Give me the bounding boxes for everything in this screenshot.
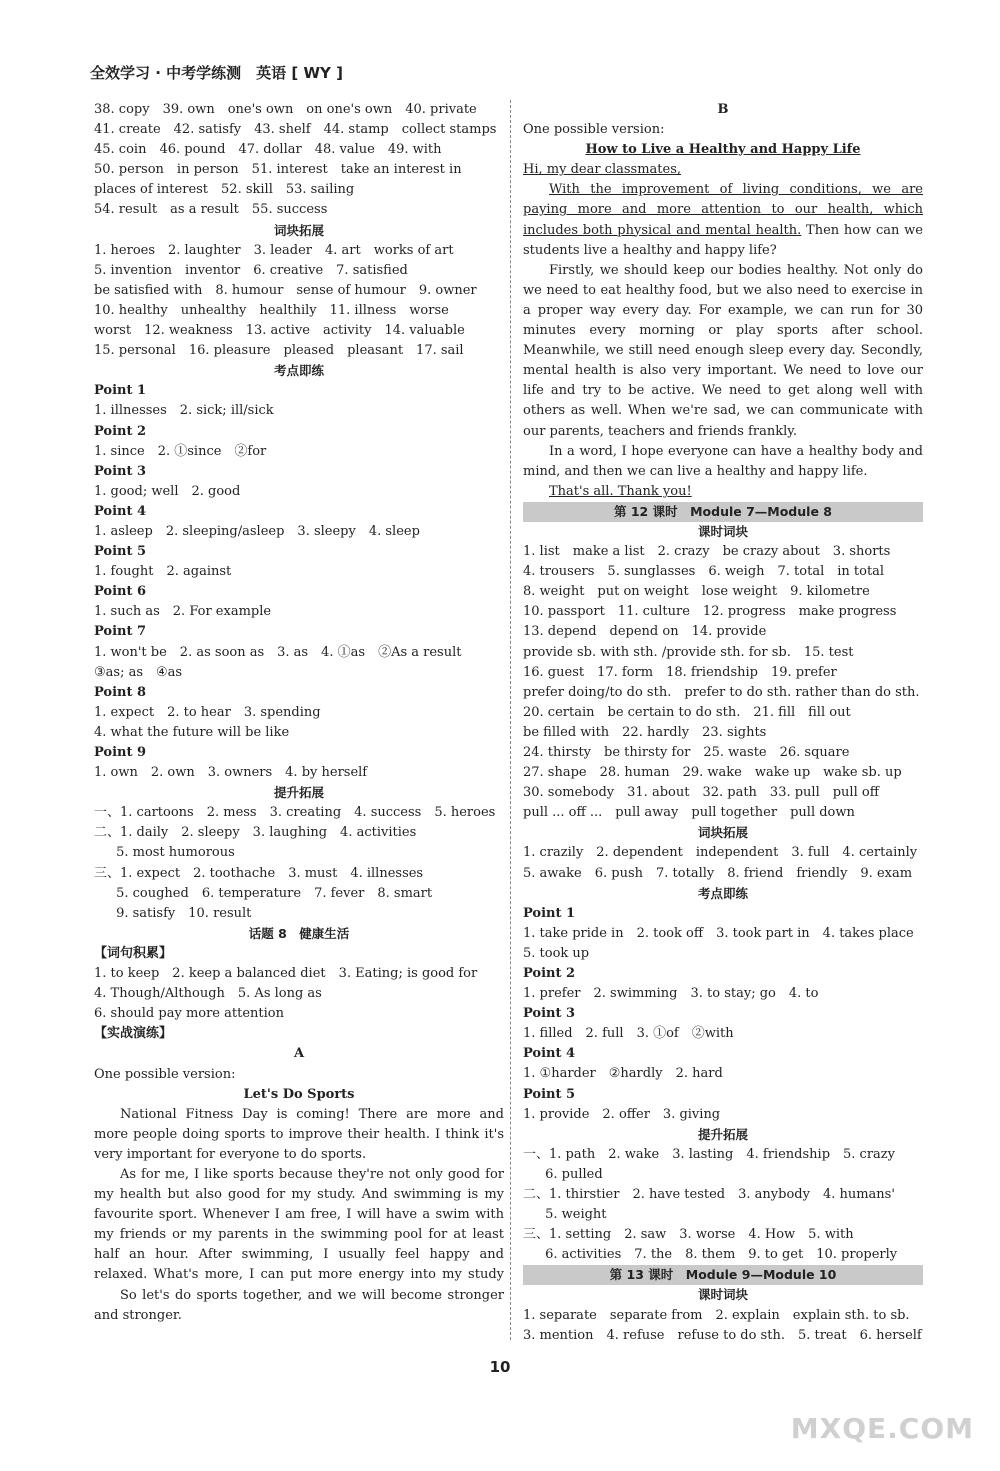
answer-line: 5. most humorous [116, 845, 235, 861]
answer-line: 4. Though/Although 5. As long as [94, 986, 322, 1002]
answer-line: 1. crazily 2. dependent independent 3. full 4. certainly [523, 845, 918, 861]
answer-line: 13. depend depend on 14. provide [523, 624, 767, 640]
answer-line: 50. person in person 51. interest take an interest in [94, 162, 462, 178]
answer-line: 1. good; well 2. good [94, 483, 241, 499]
answer-line: 1. filled 2. full 3. ①of ②with [523, 1026, 734, 1042]
essay-paragraph: So let's do sports together, and we will become stronger and stronger. [94, 1287, 504, 1323]
answer-line: 一、1. cartoons 2. mess 3. creating 4. success 5. heroes [94, 805, 496, 821]
point-label: Point 3 [523, 1006, 576, 1022]
watermark-text: MXQE.COM [790, 1412, 974, 1445]
essay-paragraph: Firstly, we should keep our bodies healthy. Not only do we need to eat healthy food, but we also need to exercise in a proper way every day. For example, we can run for 30 minutes every morning or play sports after school. Meanwhile, we still need enough sleep every day. Secondly, mental health is also very important. We need to love our life and try to be active. We need to get along well with others as well. When we're sad, we can communicate with our parents, teachers and friends frankly. [523, 262, 923, 439]
answer-line: 3. mention 4. refuse refuse to do sth. 5. treat 6. herself [523, 1327, 922, 1343]
answer-line: 10. healthy unhealthy healthily 11. illness worse [94, 302, 449, 318]
point-label: Point 8 [94, 684, 147, 700]
section-heading: 课时词块 [697, 523, 748, 539]
answer-line: 三、1. expect 2. toothache 3. must 4. illnesses [94, 865, 424, 881]
right-column [523, 100, 923, 1346]
answer-line: 5. took up [523, 945, 590, 961]
section-heading: 词块拓展 [273, 222, 324, 238]
point-label: Point 5 [94, 544, 147, 560]
paragraph-rest: Then how can we students live a healthy and happy life? [523, 222, 923, 258]
point-label: Point 4 [94, 503, 147, 519]
section-heading: 考点即练 [273, 363, 324, 379]
answer-line: be filled with 22. hardly 23. sights [523, 724, 767, 740]
running-header: 全效学习 · 中考学练测 英语 [ WY ] [90, 64, 343, 82]
answer-line: 1. prefer 2. swimming 3. to stay; go 4. to [523, 986, 819, 1002]
answer-line: 1. illnesses 2. sick; ill/sick [94, 403, 274, 419]
answer-line: 1. take pride in 2. took off 3. took part in 4. takes place [523, 925, 914, 941]
essay-paragraph: As for me, I like sports because they're not only good for my health but also good for my study. And swimming is my favourite sport. Whenever I am free, I will have a swim with my friends or my parents in the swimming pool for at least half an hour. After swimming, I usually feel happy and relaxed. What's more, I can put more energy into my study [94, 1166, 504, 1283]
answer-line: pull ... off ... pull away pull together pull down [523, 805, 855, 821]
answer-line: provide sb. with sth. /provide sth. for sb. 15. test [523, 644, 854, 660]
answer-line: Hi, my dear classmates, [523, 162, 682, 178]
answer-line: 16. guest 17. form 18. friendship 19. prefer [523, 664, 837, 680]
point-label: Point 1 [94, 383, 147, 399]
answer-line: 一、1. path 2. wake 3. lasting 4. friendship 5. crazy [523, 1146, 895, 1162]
answer-line: 5. coughed 6. temperature 7. fever 8. smart [116, 885, 433, 901]
section-heading: 课时词块 [697, 1287, 748, 1303]
answer-line: 6. activities 7. the 8. them 9. to get 10. properly [545, 1247, 898, 1263]
answer-line: 5. awake 6. push 7. totally 8. friend friendly 9. exam [523, 865, 913, 881]
answer-line: 1. expect 2. to hear 3. spending [94, 704, 321, 720]
answer-line: be satisfied with 8. humour sense of humour 9. owner [94, 282, 477, 298]
answer-line: 三、1. setting 2. saw 3. worse 4. How 5. with [523, 1227, 854, 1243]
answer-line: 1. ①harder ②hardly 2. hard [523, 1066, 723, 1082]
essay-title: How to Live a Healthy and Happy Life [585, 142, 861, 158]
answer-line: 5. weight [545, 1207, 607, 1223]
answer-line: prefer doing/to do sth. prefer to do sth. rather than do sth. [523, 684, 920, 700]
section-heading: 话题 8 健康生活 [248, 925, 350, 941]
answer-line: 6. should pay more attention [94, 1006, 284, 1022]
answer-line: 1. fought 2. against [94, 564, 232, 580]
answer-line: 1. such as 2. For example [94, 604, 272, 620]
essay-paragraph [523, 180, 923, 260]
answer-line: 8. weight put on weight lose weight 9. kilometre [523, 584, 870, 600]
answer-line: 4. what the future will be like [94, 724, 290, 740]
essay-title: A [293, 1046, 305, 1062]
answer-line: 27. shape 28. human 29. wake wake up wake sb. up [523, 765, 902, 781]
essay-title: Let's Do Sports [243, 1086, 355, 1102]
answer-line: 30. somebody 31. about 32. path 33. pull pull off [523, 785, 879, 801]
answer-line: 41. create 42. satisfy 43. shelf 44. stamp collect stamps [94, 122, 497, 138]
answer-line: 15. personal 16. pleasure pleased pleasant 17. sail [94, 343, 464, 359]
answer-line: ③as; as ④as [94, 664, 183, 680]
answer-line: 1. since 2. ①since ②for [94, 443, 267, 459]
point-label: Point 3 [94, 463, 147, 479]
answer-line: 20. certain be certain to do sth. 21. fill fill out [523, 704, 851, 720]
essay-paragraph: National Fitness Day is coming! There are more and more people doing sports to improve their health. I think it's very important for everyone to do sports. [94, 1106, 504, 1162]
section-heading: 词块拓展 [697, 825, 748, 841]
section-heading: 提升拓展 [273, 785, 324, 801]
answer-line: 38. copy 39. own one's own on one's own 40. private [94, 102, 477, 117]
page-number: 10 [489, 1358, 511, 1376]
essay-closing: That's all. Thank you! [549, 483, 692, 499]
section-label: 【实战演练】 [94, 1026, 173, 1042]
answer-line: 1. won't be 2. as soon as 3. as 4. ①as ②As a result [94, 644, 462, 660]
answer-line: 1. to keep 2. keep a balanced diet 3. Eating; is good for [94, 966, 478, 982]
answer-line: 24. thirsty be thirsty for 25. waste 26. square [523, 744, 850, 760]
section-heading: 提升拓展 [697, 1126, 748, 1142]
lesson-banner: 第 13 课时 Module 9—Module 10 [523, 1265, 923, 1285]
answer-line: 1. separate separate from 2. explain explain sth. to sb. [523, 1307, 910, 1323]
answer-line: 45. coin 46. pound 47. dollar 48. value 49. with [94, 142, 442, 158]
section-heading: 考点即练 [697, 885, 748, 901]
section-label: 【词句积累】 [94, 945, 173, 961]
answer-line: 二、1. thirstier 2. have tested 3. anybody 4. humans' [523, 1187, 895, 1203]
point-label: Point 6 [94, 584, 147, 600]
lesson-banner: 第 12 课时 Module 7—Module 8 [523, 502, 923, 522]
answer-line: 9. satisfy 10. result [116, 905, 252, 921]
answer-line: 6. pulled [545, 1166, 603, 1182]
answer-line: 5. invention inventor 6. creative 7. satisfied [94, 262, 408, 278]
answer-line: One possible version: [94, 1066, 236, 1082]
essay-title: B [717, 102, 729, 117]
essay-paragraph: In a word, I hope everyone can have a healthy body and mind, and then we can live a healthy and happy life. [523, 443, 923, 479]
answer-line: 1. asleep 2. sleeping/asleep 3. sleepy 4. sleep [94, 523, 420, 539]
point-label: Point 1 [523, 905, 576, 921]
answer-line: worst 12. weakness 13. active activity 14. valuable [94, 323, 465, 339]
column-divider [510, 100, 511, 1340]
point-label: Point 2 [94, 423, 147, 439]
answer-line: 54. result as a result 55. success [94, 202, 328, 218]
answer-line: 10. passport 11. culture 12. progress make progress [523, 604, 897, 620]
point-label: Point 5 [523, 1086, 576, 1102]
left-column [94, 100, 504, 1326]
point-label: Point 9 [94, 745, 147, 760]
point-label: Point 4 [523, 1046, 576, 1062]
point-label: Point 7 [94, 624, 147, 640]
answer-line: 1. list make a list 2. crazy be crazy about 3. shorts [523, 544, 891, 560]
answer-line: 1. provide 2. offer 3. giving [523, 1106, 721, 1122]
answer-line: 1. heroes 2. laughter 3. leader 4. art works of art [94, 242, 454, 258]
answer-line: places of interest 52. skill 53. sailing [94, 182, 355, 198]
underlined-sentence: With the improvement of living conditions, we are paying more and more attention to our health, which includes both physical and mental health. [523, 182, 923, 238]
answer-line: 1. own 2. own 3. owners 4. by herself [94, 765, 368, 781]
point-label: Point 2 [523, 966, 576, 981]
answer-line: One possible version: [523, 122, 665, 138]
answer-line: 4. trousers 5. sunglasses 6. weigh 7. total in total [523, 564, 885, 580]
answer-line: 二、1. daily 2. sleepy 3. laughing 4. activities [94, 825, 417, 841]
